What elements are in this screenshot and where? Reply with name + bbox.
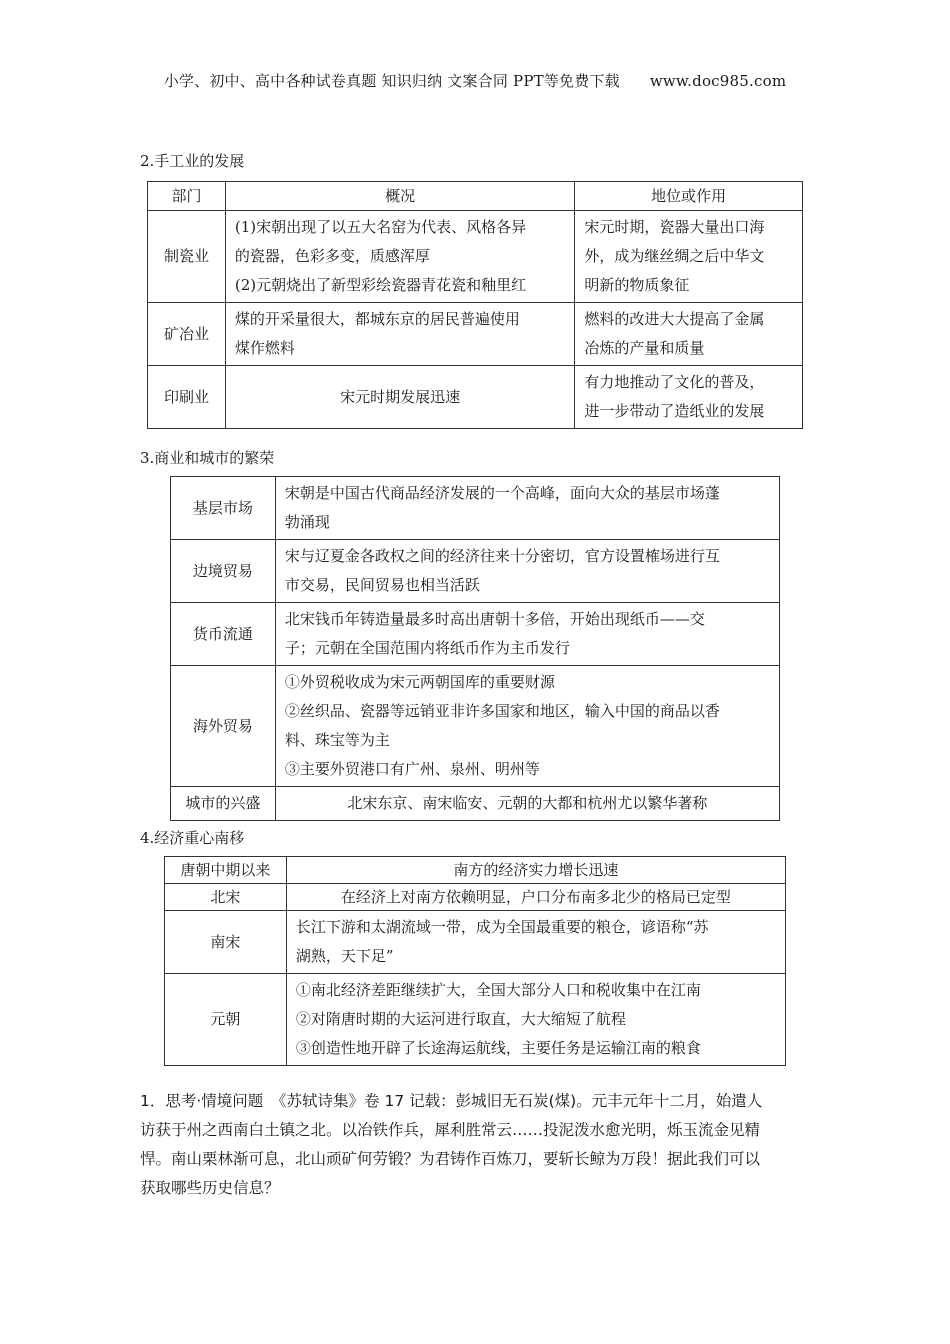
row-label: 边境贸易 [171, 540, 276, 603]
table-row [171, 540, 780, 603]
table-row [171, 477, 780, 540]
question-line: 访获于州之西南白土镇之北。以冶铁作兵，犀利胜常云……投泥泼水愈光明，烁玉流金见精 [140, 1121, 761, 1139]
row-content: ①外贸税收成为宋元两朝国库的重要财源 ②丝织品、瓷器等远销亚非许多国家和地区，输入中国的商品以香 料、珠宝等为主 ③主要外贸港口有广州、泉州、明州等 [275, 666, 779, 787]
row-overview: 宋元时期发展迅速 [225, 366, 574, 429]
row-label: 海外贸易 [171, 666, 276, 787]
question-line: 1．思考·情境问题 《苏轼诗集》卷 17 记载：彭城旧无石炭(煤)。元丰元年十二月，始遣人 [140, 1092, 763, 1110]
row-label: 货币流通 [171, 603, 276, 666]
row-content: 北宋东京、南宋临安、元朝的大都和杭州尤以繁华著称 [275, 787, 779, 821]
row-role: 宋元时期，瓷器大量出口海 外，成为继丝绸之后中华文 明新的物质象征 [575, 211, 803, 303]
row-content: 在经济上对南方依赖明显，户口分布南多北少的格局已定型 [286, 884, 785, 911]
header-url[interactable]: www.doc985.com [649, 72, 787, 90]
section3-title: 3.商业和城市的繁荣 [140, 449, 275, 467]
row-label: 基层市场 [171, 477, 276, 540]
row-content: ①南北经济差距继续扩大，全国大部分人口和税收集中在江南 ②对隋唐时期的大运河进行取直，大大缩短了航程 ③创造性地开辟了长途海运航线，主要任务是运输江南的粮食 [286, 974, 785, 1066]
table-row [171, 666, 780, 787]
table-header-row [148, 182, 803, 211]
table-row [171, 787, 780, 821]
question-line: 获取哪些历史信息？ [140, 1179, 280, 1197]
row-content: 宋朝是中国古代商品经济发展的一个高峰，面向大众的基层市场蓬 勃涌现 [275, 477, 779, 540]
section4-title: 4.经济重心南移 [140, 829, 245, 847]
row-label: 矿冶业 [148, 303, 226, 366]
row-role: 有力地推动了文化的普及， 进一步带动了造纸业的发展 [575, 366, 803, 429]
table-row [148, 366, 803, 429]
header-summary: 南方的经济实力增长迅速 [286, 857, 785, 884]
table-header-row [165, 857, 786, 884]
row-overview: (1)宋朝出现了以五大名窑为代表、风格各异 的瓷器，色彩多变，质感浑厚 (2)元朝烧出了新型彩绘瓷器青花瓷和釉里红 [225, 211, 574, 303]
row-label: 北宋 [165, 884, 287, 911]
row-label: 元朝 [165, 974, 287, 1066]
header-role: 地位或作用 [575, 182, 803, 211]
thinking-question [140, 1087, 812, 1203]
row-overview: 煤的开采量很大，都城东京的居民普遍使用 煤作燃料 [225, 303, 574, 366]
section2-title: 2.手工业的发展 [140, 152, 245, 170]
table-row [148, 211, 803, 303]
table-row [148, 303, 803, 366]
page-header [0, 70, 950, 91]
header-text: 小学、初中、高中各种试卷真题 知识归纳 文案合同 PPT等免费下载 [163, 72, 620, 90]
commerce-table [170, 476, 780, 821]
table-row [165, 911, 786, 974]
row-content: 北宋钱币年铸造量最多时高出唐朝十多倍，开始出现纸币——交 子；元朝在全国范围内将纸币作为主币发行 [275, 603, 779, 666]
row-label: 城市的兴盛 [171, 787, 276, 821]
table-row [165, 974, 786, 1066]
row-role: 燃料的改进大大提高了金属 冶炼的产量和质量 [575, 303, 803, 366]
question-line: 悍。南山栗林渐可息，北山顽矿何劳锻？为君铸作百炼刀，要斩长鲸为万段！据此我们可以 [140, 1150, 761, 1168]
row-label: 印刷业 [148, 366, 226, 429]
handicraft-table [147, 181, 803, 429]
header-era: 唐朝中期以来 [165, 857, 287, 884]
row-label: 南宋 [165, 911, 287, 974]
economic-shift-table [164, 856, 786, 1066]
header-dept: 部门 [148, 182, 226, 211]
row-label: 制瓷业 [148, 211, 226, 303]
table-row [171, 603, 780, 666]
header-overview: 概况 [225, 182, 574, 211]
table-row [165, 884, 786, 911]
row-content: 长江下游和太湖流域一带，成为全国最重要的粮仓，谚语称“苏 湖熟，天下足” [286, 911, 785, 974]
row-content: 宋与辽夏金各政权之间的经济往来十分密切，官方设置榷场进行互 市交易，民间贸易也相当活跃 [275, 540, 779, 603]
